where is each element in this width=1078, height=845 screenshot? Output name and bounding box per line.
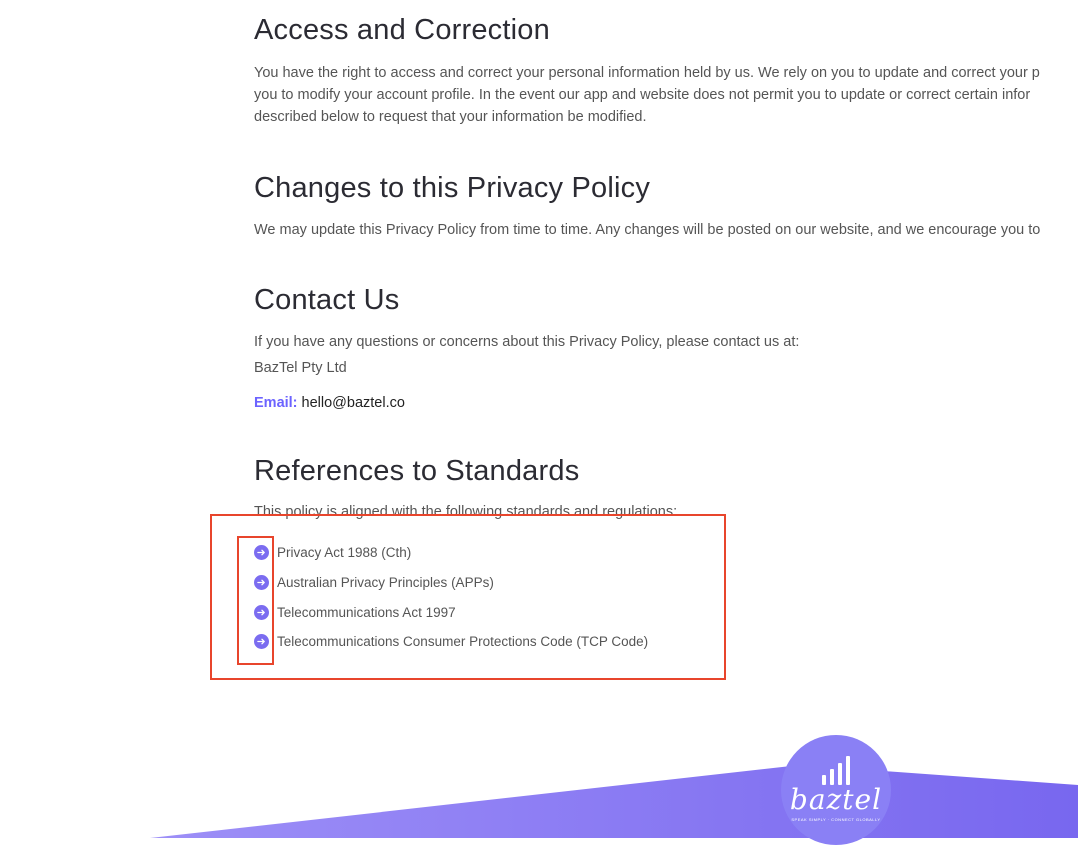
section-text-access-line-1: You have the right to access and correct your personal information held by us. We rely on you to update and correct your p — [254, 65, 1040, 81]
references-list — [254, 538, 648, 657]
email-label: Email: — [254, 395, 298, 411]
footer-wave — [0, 730, 1078, 838]
references-intro: This policy is aligned with the following standards and regulations: — [254, 504, 678, 520]
section-text-changes: We may update this Privacy Policy from time to time. Any changes will be posted on our website, and we encourage you to — [254, 222, 1041, 238]
contact-email-row — [254, 392, 405, 414]
section-text-access-line-2: you to modify your account profile. In the event our app and website does not permit you to update or correct certain infor — [254, 87, 1031, 103]
arrow-right-icon — [254, 545, 269, 560]
reference-label: Telecommunications Act 1997 — [277, 604, 456, 620]
reference-label: Privacy Act 1988 (Cth) — [277, 545, 412, 561]
logo-wordmark: baztel — [789, 783, 883, 816]
reference-label: Australian Privacy Principles (APPs) — [277, 575, 494, 591]
section-text-access-line-3: described below to request that your information be modified. — [254, 109, 647, 125]
arrow-right-icon — [254, 605, 269, 620]
list-item — [254, 568, 648, 598]
section-title-access: Access and Correction — [254, 14, 550, 46]
reference-label: Telecommunications Consumer Protections Code (TCP Code) — [277, 634, 649, 650]
logo-tagline: SPEAK SIMPLY · CONNECT GLOBALLY — [791, 817, 881, 822]
contact-company: BazTel Pty Ltd — [254, 360, 347, 376]
footer-logo[interactable] — [781, 735, 891, 845]
signal-bars-icon — [821, 755, 851, 785]
email-link[interactable]: hello@baztel.co — [301, 395, 405, 411]
list-item — [254, 627, 648, 657]
list-item — [254, 538, 648, 568]
section-title-references: References to Standards — [254, 455, 580, 487]
section-title-changes: Changes to this Privacy Policy — [254, 172, 651, 204]
contact-intro: If you have any questions or concerns about this Privacy Policy, please contact us at: — [254, 334, 800, 350]
section-title-contact: Contact Us — [254, 284, 400, 316]
arrow-right-icon — [254, 634, 269, 649]
list-item — [254, 597, 648, 627]
arrow-right-icon — [254, 575, 269, 590]
